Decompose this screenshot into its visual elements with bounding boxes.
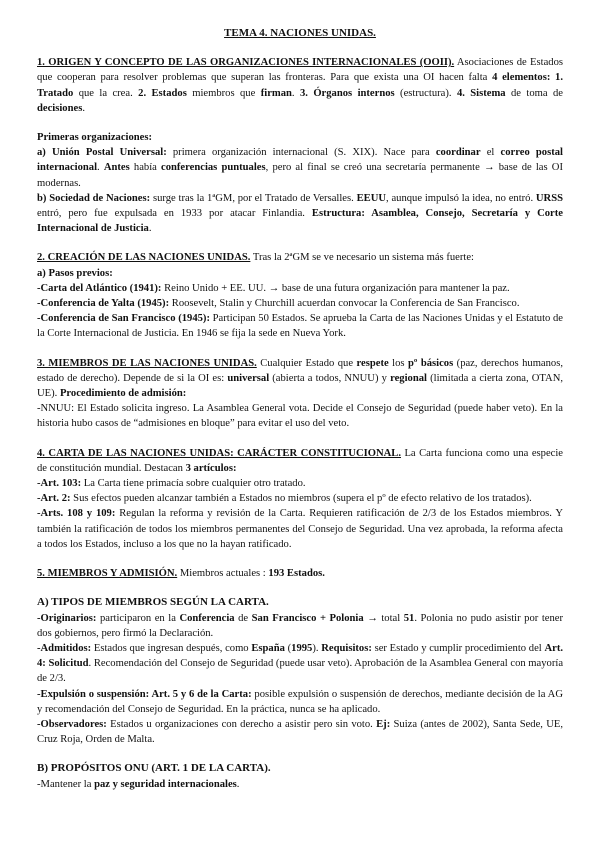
propositos-item [37,777,563,792]
text-run: Asociaciones de Estados que cooperan para resolver problemas que superan las fronteras. Para que exista una OI hacen falta [37,57,563,84]
text-run: participaron en la [96,612,180,624]
bold-run: -Conferencia de Yalta (1945): [37,298,170,310]
bold-run: URSS [535,192,563,204]
text-run: los [388,357,408,369]
text-run: Estados u organizaciones con derecho a asistir pero sin voto. [106,718,377,730]
text-run: ). [312,642,322,654]
text-run: Miembros actuales : [177,568,269,580]
text-run: (estructura). [394,87,457,99]
bold-run: Ej: [376,718,391,730]
bold-run: Estructura: Asamblea, Consejo, Secretaría y Corte Internacional de Justicia [37,208,563,235]
bold-run: San Francisco + Polonia [251,612,364,624]
text-run: Sus efectos pueden alcanzar también a Estados no miembros (supera el pº de efecto relativo de los tratados). [70,493,532,505]
text-run: -Mantener la [37,778,95,790]
art-103-item [37,476,563,491]
bold-run: 3 artículos: [185,462,237,474]
section-4-paragraph [37,446,563,476]
carta-atlantico-item [37,281,563,296]
bold-run: Procedimiento de admisión: [59,388,187,400]
section-1-paragraph [37,55,563,116]
bold-run: EEUU [356,192,387,204]
bold-run: correo postal internacional [37,147,563,174]
admitidos-item [37,641,563,687]
text-run: La Carta funciona como una especie de constitución mundial. Destacan [37,447,564,474]
text-run: . [291,87,300,99]
bold-run: a) Unión Postal Universal: [37,147,167,159]
bold-run: Conferencia [179,612,235,624]
text-run: , aunque impulsó la idea, no entró. [386,192,536,204]
subsection-b-heading: B) PROPÓSITOS ONU (ART. 1 DE LA CARTA). [37,762,271,775]
text-run: . [82,102,85,114]
section-5-paragraph [37,566,563,581]
bold-run: a) Pasos previos: [37,267,113,279]
primeras-item-a [37,145,563,191]
bold-run: Primeras organizaciones: [37,132,153,144]
text-run: Tras la 2ªGM se ve necesario un sistema más fuerte: [250,252,474,264]
section-3-paragraph [37,356,563,402]
bold-run: Art. 4: Solicitud [37,642,563,670]
bold-run: -Carta del Atlántico (1941): [37,282,162,294]
bold-run: España [251,642,285,654]
text-run: . Polonia no pudo asistir por tener dos gobiernos, pero firmó la Declaración. [37,612,564,639]
bold-run: 2. Estados [138,87,187,99]
yalta-item [37,296,563,311]
bold-run: 3. Órganos internos [299,87,395,99]
bold-run: 1995 [291,642,313,654]
pasos-previos-heading [37,266,563,281]
arts-108-109-item [37,506,563,552]
bold-run: universal [227,372,270,384]
bold-run: pº básicos [407,357,454,369]
originarios-item [37,611,563,641]
text-run: Regulan la reforma y revisión de la Carta. Requieren ratificación de 2/3 de los Estados miembros. Y también la ratificación de todos los miembros permanentes del Consejo de Seguridad. Una vez aprobada, la reforma afecta a todos los Estados, incluso a los que no la hayan ratificado. [37,508,563,550]
text-run: miembros que [186,87,261,99]
text-run: . [236,778,240,790]
bold-run: -Arts. 108 y 109: [37,508,116,520]
text-run: La Carta tiene primacía sobre cualquier otro tratado. [81,478,306,490]
text-run: Reino Unido + EE. UU. → base de una futura organización para mantener la paz. [161,282,510,294]
section-4-heading: 4. CARTA DE LAS NACIONES UNIDAS: CARÁCTER CONSTITUCIONAL. [37,447,401,459]
section-1-heading: 1. ORIGEN Y CONCEPTO DE LAS ORGANIZACIONES INTERNACIONALES (OOII). [37,57,455,69]
text-run: Suiza (antes de 2002), Santa Sede, UE, Cruz Roja, Orden de Malta. [37,718,563,746]
bold-run: respete [356,357,389,369]
text-run: de [234,612,252,624]
text-run: ( [284,642,292,654]
bold-run: -Conferencia de San Francisco (1945): [37,313,210,325]
section-2-heading: 2. CREACIÓN DE LAS NACIONES UNIDAS. [37,252,251,264]
bold-run: paz y seguridad internacionales [94,778,237,790]
text-run: , pero al final se creó una secretaría permanente → base de las OI modernas. [37,162,563,189]
document-title: TEMA 4. NACIONES UNIDAS. [224,27,376,39]
text-run: (limitada a cierta zona, OTAN, UE). [37,372,564,400]
bold-run: -Admitidos: [37,642,92,654]
text-run: que la crea. [73,87,139,99]
bold-run: coordinar [435,147,481,159]
section-2-paragraph [37,250,563,265]
bold-run: -Art. 2: [37,493,71,505]
text-run: Roosevelt, Stalin y Churchill acuerdan convocar la Conferencia de San Francisco. [169,298,520,310]
bold-run: regional [390,372,427,384]
text-run: entró, pero fue expulsada en 1933 por atacar Finlandia. [37,208,312,220]
bold-run: 4. Sistema [456,87,506,99]
section-5-heading: 5. MIEMBROS Y ADMISIÓN. [37,568,178,580]
text-run: surge tras la 1ªGM, por el Tratado de Versalles. [150,192,357,204]
text-run: . Recomendación del Consejo de Seguridad (puede usar veto). Aprobación de la Asamblea General con mayoría de 2/3. [37,658,564,685]
bold-run: firman [260,87,292,99]
bold-run: decisiones [37,102,83,114]
bold-run: -Observadores: [37,718,107,730]
bold-run: 193 Estados. [268,568,325,580]
observadores-item [37,717,563,747]
text-run: → total [363,612,404,624]
text-run: (paz, derechos humanos, estado de derecho). Depende de si la OI es: [37,357,563,384]
bold-run: -Originarios: [37,612,97,624]
art-2-item [37,491,563,506]
text-run: . [148,223,152,235]
text-run: había [129,162,162,174]
bold-run: b) Sociedad de Naciones: [37,192,151,204]
nnuu-procedure-paragraph: -NNUU: El Estado solicita ingreso. La Asamblea General vota. Decide el Consejo de Seguridad (puede haber veto). En la historia hubo casos de “admisiones en bloque” para evitar el uso del veto. [37,403,563,430]
text-run: el [480,147,501,159]
subsection-a-heading: A) TIPOS DE MIEMBROS SEGÚN LA CARTA. [37,596,269,609]
san-francisco-item [37,311,563,341]
bold-run: conferencias puntuales [161,162,266,174]
text-run: primera organización internacional (S. XIX). Nace para [166,147,436,159]
text-run: . [97,162,104,174]
bold-run: -Art. 103: [37,478,82,490]
text-run: ser Estado y cumplir procedimiento del [371,642,545,654]
bold-run: Antes [103,162,130,174]
expulsion-item [37,687,563,717]
bold-run: -Expulsión o suspensión: Art. 5 y 6 de la Carta: [37,688,252,700]
primeras-item-b [37,191,563,237]
bold-run: 51 [403,612,415,624]
text-run: Estados que ingresan después, como [91,642,252,654]
text-run: posible expulsión o suspensión de derechos, mediante decisión de la AG y recomendación del Consejo de Seguridad. En la práctica, nunca se ha aplicado. [37,688,563,715]
text-run: Participan 50 Estados. Se aprueba la Carta de las Naciones Unidas y el Estatuto de la Corte Internacional de Justicia. En 1946 se fija la sede en Nueva York. [37,313,563,340]
bold-run: Requisitos: [321,642,372,654]
section-3-heading: 3. MIEMBROS DE LAS NACIONES UNIDAS. [37,357,257,369]
primeras-heading [37,130,563,145]
text-run: (abierta a todos, NNUU) y [269,372,391,384]
bold-run: 4 elementos: 1. Tratado [37,72,563,99]
text-run: de toma de [505,87,564,99]
text-run: Cualquier Estado que [256,357,357,369]
